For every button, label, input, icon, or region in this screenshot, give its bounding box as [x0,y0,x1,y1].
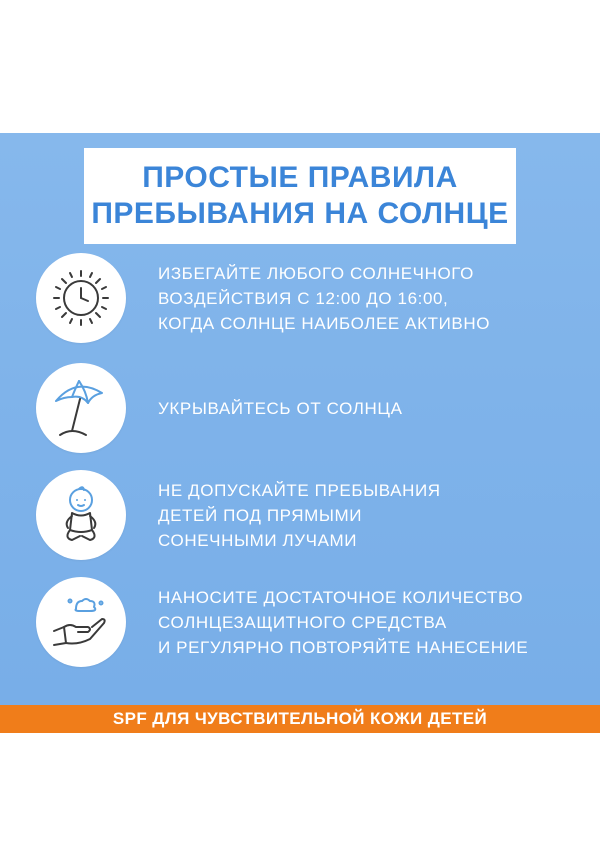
rule-line: ИЗБЕГАЙТЕ ЛЮБОГО СОЛНЕЧНОГО [158,263,474,283]
footer-text: SPF ДЛЯ ЧУВСТВИТЕЛЬНОЙ КОЖИ ДЕТЕЙ [112,709,488,728]
rule-text [158,478,441,553]
rule-line: СОЛНЦЕЗАЩИТНОГО СРЕДСТВА [158,612,447,632]
title-box [84,148,516,244]
rule-line: УКРЫВАЙТЕСЬ ОТ СОЛНЦА [158,398,403,418]
page-title-line-1: ПРОСТЫЕ ПРАВИЛА [142,161,458,194]
rule-line: ДЕТЕЙ ПОД ПРЯМЫМИ [158,505,363,525]
rule-line: ВОЗДЕЙСТВИЯ С 12:00 ДО 16:00, [158,288,449,308]
rule-text [158,585,528,660]
page-title-line-2: ПРЕБЫВАНИЯ НА СОЛНЦЕ [91,197,509,230]
rule-line: НАНОСИТЕ ДОСТАТОЧНОЕ КОЛИЧЕСТВО [158,587,524,607]
hand-cream-icon [36,577,126,667]
rule-item-shade [36,363,576,453]
rule-line: И РЕГУЛЯРНО ПОВТОРЯЙТЕ НАНЕСЕНИЕ [158,637,529,657]
sun-clock-icon [36,253,126,343]
beach-umbrella-icon [36,363,126,453]
rule-text [158,261,490,336]
rule-text [158,396,403,421]
rule-item-sun-hours [36,253,576,343]
rule-line: НЕ ДОПУСКАЙТЕ ПРЕБЫВАНИЯ [158,480,441,500]
footer-banner [0,705,600,733]
rule-line: СОНЕЧНЫМИ ЛУЧАМИ [158,530,358,550]
rule-item-sunscreen [36,577,576,667]
rule-item-children [36,470,576,560]
rule-line: КОГДА СОЛНЦЕ НАИБОЛЕЕ АКТИВНО [158,313,491,333]
baby-icon [36,470,126,560]
